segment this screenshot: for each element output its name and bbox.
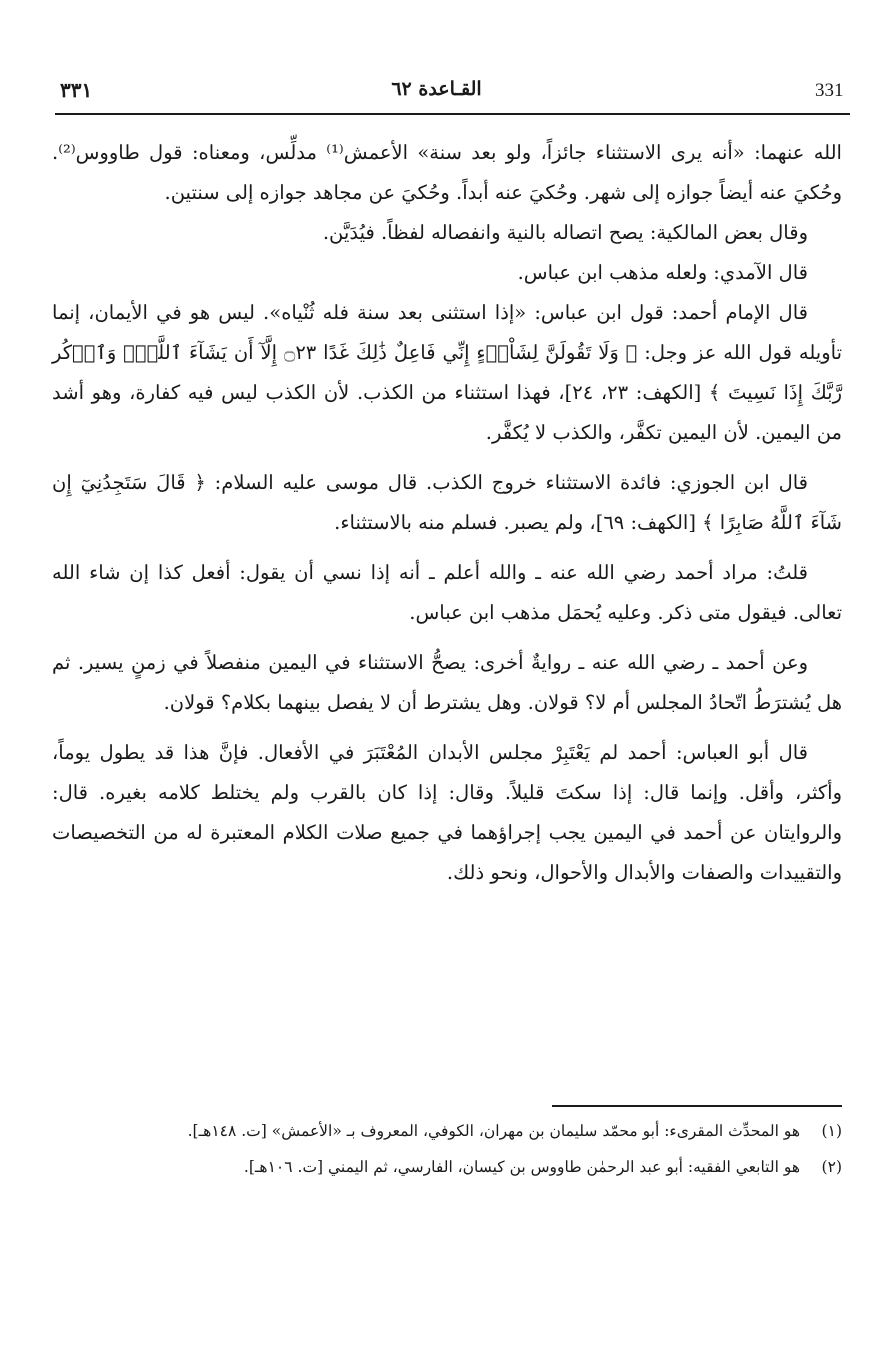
- footnote-rule: [552, 1105, 842, 1107]
- paragraph: قال ابن الجوزي: فائدة الاستثناء خروج الكذب. قال موسى عليه السلام: ﴿ قَالَ سَتَجِدُنِيٓ إِن شَآءَ ٱللَّهُ صَابِرًا ﴾ [الكهف: ٦٩]، ولم يصبر. فسلم منه بالاستثناء.: [52, 471, 842, 534]
- paragraph: قال الإمام أحمد: قول ابن عباس: «إذا استثنى بعد سنة فله ثُنْياه». ليس هو في الأيمان، إنما تأويله قول الله عز وجل: ﴿ وَلَا تَقُولَنَّ لِشَاْىۡءٍ إِنِّي فَاعِلٌ ذَٰلِكَ غَدًا ۝٢٣ إِلَّآ أَن يَشَآءَ ٱللَّهُۚ وَٱذۡكُر رَّبَّكَ إِذَا نَسِيتَ ﴾ [الكهف: ٢٣، ٢٤]، فهذا استثناء من الكذب. لأن الكذب ليس فيه كفارة، وهو أشد من اليمين. لأن اليمين تكفَّر، والكذب لا يُكفَّر.: [52, 301, 842, 444]
- page-number-latin: 331: [815, 80, 844, 101]
- paragraph: قال الآمدي: ولعله مذهب ابن عباس.: [517, 261, 808, 284]
- footnotes: [52, 1117, 842, 1189]
- footnote-number: (٢): [821, 1158, 842, 1176]
- footnote-text: هو التابعي الفقيه: أبو عبد الرحمٰن طاووس بن كيسان، الفارسي، ثم اليمني [ت. ١٠٦هـ].: [243, 1158, 800, 1176]
- main-text: [52, 133, 842, 893]
- paragraph: قال أبو العباس: أحمد لم يَعْتَبِرْ مجلس الأبدان المُعْتَبَرَ في الأفعال. فإنَّ هذا قد يطول يوماً، وأكثر، وأقل. وإنما قال: إذا سكتَ قليلاً. وقال: إذا كان بالقرب ولم يختلط كلامه بغيره. قال: والروايتان عن أحمد في اليمين يجب إجراؤهما في جميع صلات الكلام المعتبرة له من التخصيصات والتقييدات والصفات والأبدال والأحوال، ونحو ذلك.: [52, 741, 842, 884]
- header-rule: [55, 113, 850, 115]
- footnote: [52, 1117, 842, 1146]
- paragraph: الله عنهما: «أنه يرى الاستثناء جائزاً، ولو بعد سنة» الأعمش⁽¹⁾ مدلِّس، ومعناه: قول طاووس⁽²⁾. وحُكيَ عنه أيضاً جوازه إلى شهر. وحُكيَ عنه أبداً. وحُكيَ عن مجاهد جوازه إلى سنتين.: [52, 141, 842, 204]
- paragraph: وقال بعض المالكية: يصح اتصاله بالنية وانفصاله لفظاً. فيُدَيَّن.: [322, 221, 808, 244]
- footnote-number: (١): [821, 1122, 842, 1140]
- chapter-title: القـاعدة ٦٢: [391, 78, 482, 100]
- footnote: [52, 1153, 842, 1182]
- paragraph: قلتُ: مراد أحمد رضي الله عنه ـ والله أعلم ـ أنه إذا نسي أن يقول: أفعل كذا إن شاء الله تعالى. فيقول متى ذكر. وعليه يُحمَل مذهب ابن عباس.: [52, 561, 842, 624]
- page-number-arabic: ٣٣١: [60, 78, 93, 102]
- footnote-text: هو المحدِّث المقرىء: أبو محمّد سليمان بن مهران، الكوفي، المعروف بـ «الأعمش» [ت. ١٤٨هـ].: [187, 1122, 800, 1140]
- paragraph: وعن أحمد ـ رضي الله عنه ـ روايةٌ أخرى: يصحُّ الاستثناء في اليمين منفصلاً في زمنٍ يسير. ثم هل يُشترَطُ اتّحادُ المجلس أم لا؟ قولان. وهل يشترط أن لا يفصل بينهما بكلام؟ قولان.: [52, 651, 842, 714]
